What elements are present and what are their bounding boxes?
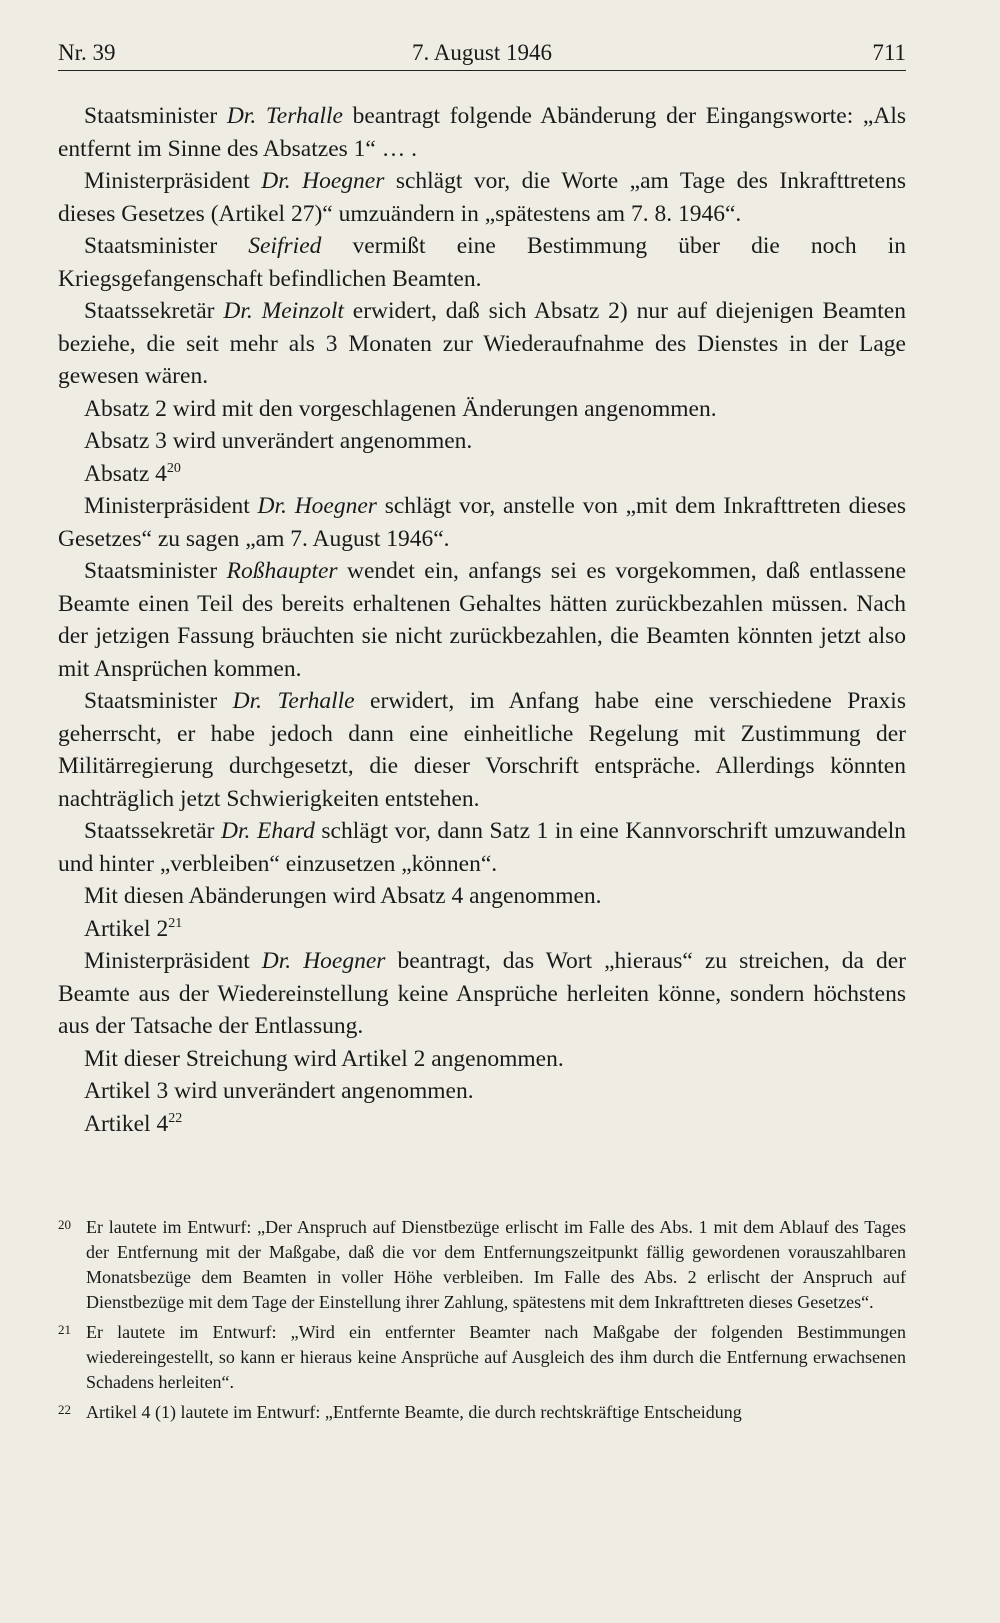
footnote-number: 21 [58, 1322, 71, 1337]
footnote-number: 22 [58, 1402, 71, 1417]
footnote-ref: 21 [168, 915, 183, 931]
issue-date: 7. August 1946 [412, 40, 552, 65]
paragraph: Staatsminister Roßhaupter wendet ein, anfangs sei es vorgekommen, daß entlassene Beamte einen Teil des bereits erhaltenen Gehaltes hätten zurückbezahlen müssen. Nach der jetzigen Fassung bräuchten sie nicht zurückbezahlen, die Beamten könnten jetzt also mit Ansprüchen kommen. [58, 558, 906, 682]
page-header [58, 40, 906, 71]
paragraph: Staatssekretär Dr. Ehard schlägt vor, dann Satz 1 in eine Kannvorschrift umzuwandeln und hinter „verbleiben“ einzusetzen „können“. [58, 818, 906, 877]
paragraph: Staatssekretär Dr. Meinzolt erwidert, daß sich Absatz 2) nur auf diejenigen Beamten beziehe, die seit mehr als 3 Monaten zur Wiederaufnahme des Dienstes in der Lage gewesen wären. [58, 298, 906, 389]
speaker-name: Dr. Ehard [221, 818, 315, 844]
footnotes [58, 1215, 906, 1430]
paragraph: Absatz $4^{20}$ [84, 460, 181, 487]
speaker-name: Roßhaupter [226, 558, 338, 584]
minutes-body [58, 100, 906, 1140]
footnote-text: Er lautete im Entwurf: „Wird ein entfernter Beamter nach Maßgabe der folgenden Bestimmungen wiedereingestellt, so kann er hieraus keine Ansprüche auf Ausgleich des ihm durch die Entfernung erwachsenen Schadens herleiten“. [86, 1322, 906, 1392]
footnote-ref: 22 [168, 1110, 183, 1126]
speaker-name: Dr. Hoegner [257, 493, 377, 519]
paragraph: Absatz 2 wird mit den vorgeschlagenen Änderungen angenommen. [84, 395, 717, 422]
footnote-number: 20 [58, 1217, 71, 1232]
paragraph: Mit dieser Streichung wird Artikel 2 angenommen. [84, 1045, 564, 1072]
footnote-text: Er lautete im Entwurf: „Der Anspruch auf Dienstbezüge erlischt im Falle des Abs. 1 mit dem Ablauf des Tages der Entfernung mit der Maßgabe, daß die vor dem Entfernungszeitpunkt fällig gewordenen vorauszahlbaren Monatsbezüge dem Beamten in voller Höhe verbleiben. Im Falle des Abs. 2 erlischt der Anspruch auf Dienstbezüge mit dem Tage der Einstellung ihrer Zahlung, spätestens mit dem Inkrafttreten dieses Gesetzes“. [86, 1217, 906, 1312]
speaker-name: Dr. Terhalle [232, 688, 355, 714]
paragraph: Ministerpräsident Dr. Hoegner schlägt vor, die Worte „am Tage des Inkrafttretens dieses Gesetzes (Artikel 27)“ umzuändern in „spätestens am 7. 8. 1946“. [58, 168, 906, 227]
paragraph: Ministerpräsident Dr. Hoegner beantragt, das Wort „hieraus“ zu streichen, da der Beamte aus der Wiedereinstellung keine Ansprüche herleiten könne, sondern höchstens aus der Tatsache der Entlassung. [58, 948, 906, 1039]
paragraph: Absatz 3 wird unverändert angenommen. [84, 428, 473, 454]
paragraph: Artikel 3 wird unverändert angenommen. [84, 1078, 474, 1104]
speaker-name: Seifried [248, 233, 322, 259]
footnote-ref: 20 [166, 460, 181, 476]
page-number: 711 [872, 40, 906, 65]
footnote [58, 1320, 906, 1395]
speaker-name: Dr. Hoegner [261, 168, 385, 194]
paragraph: Staatsminister Dr. Terhalle beantragt folgende Abänderung der Eingangsworte: „Als entfernt im Sinne des Absatzes 1“ … . [58, 103, 906, 162]
speaker-name: Dr. Meinzolt [223, 298, 344, 324]
footnote [58, 1400, 906, 1425]
paragraph: Staatsminister Seifried vermißt eine Bestimmung über die noch in Kriegsgefangenschaft befindlichen Beamten. [58, 233, 906, 292]
paragraph: Mit diesen Abänderungen wird Absatz 4 angenommen. [84, 883, 602, 909]
speaker-name: Dr. Hoegner [261, 948, 386, 974]
issue-number: Nr. 39 [58, 40, 116, 65]
paragraph: Staatsminister Dr. Terhalle erwidert, im Anfang habe eine verschiedene Praxis geherrscht, er habe jedoch dann eine einheitliche Regelung mit Zustimmung der Militärregierung durchgesetzt, die dieser Vorschrift entspräche. Allerdings könnten nachträglich jetzt Schwierigkeiten entstehen. [58, 688, 906, 812]
footnote-text: Artikel 4 (1) lautete im Entwurf: „Entfernte Beamte, die durch rechtskräftige Entscheidung [86, 1402, 742, 1422]
paragraph: Ministerpräsident Dr. Hoegner schlägt vor, anstelle von „mit dem Inkrafttreten dieses Gesetzes“ zu sagen „am 7. August 1946“. [58, 493, 906, 552]
speaker-name: Dr. Terhalle [226, 103, 343, 129]
footnote [58, 1215, 906, 1315]
paragraph: Artikel $2^{21}$ [84, 915, 183, 942]
paragraph: Artikel $4^{22}$ [84, 1110, 183, 1137]
